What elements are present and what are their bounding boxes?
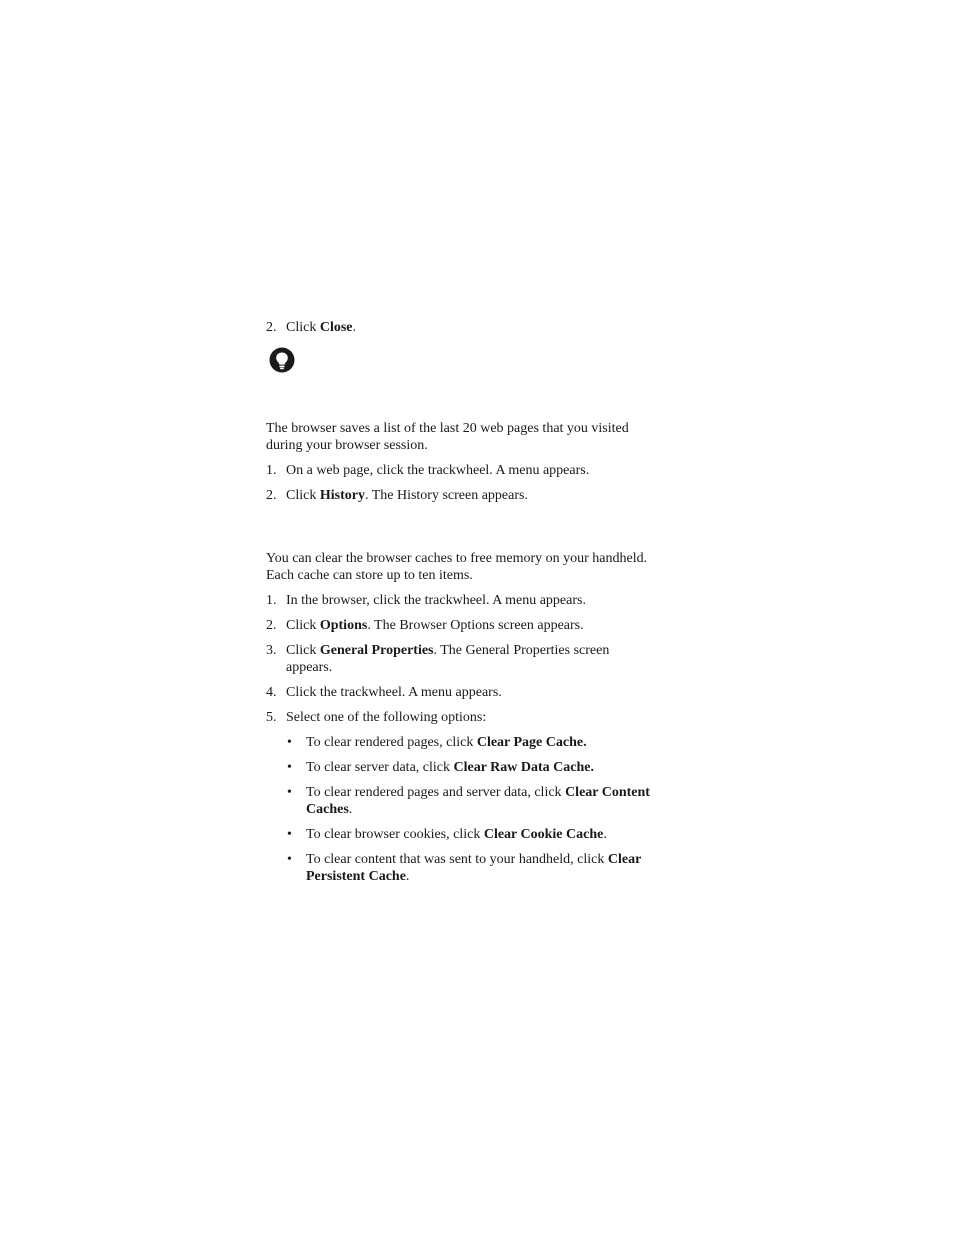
step-continuation: appears. xyxy=(286,660,333,675)
bullet-icon: • xyxy=(287,760,292,775)
ui-term: Close xyxy=(319,320,353,335)
ui-term: Clear xyxy=(607,852,642,867)
ui-term: General Properties xyxy=(319,643,434,658)
cache-intro-line-1: You can clear the browser caches to free memory on your handheld. xyxy=(266,551,648,566)
bullet-icon: • xyxy=(287,785,292,800)
step-general-properties: Click General Properties. The General Properties screen xyxy=(286,643,610,658)
step-number: 2. xyxy=(266,488,277,503)
list-item: To clear server data, click Clear Raw Data Cache. xyxy=(306,760,594,775)
step-text: Click the trackwheel. A menu appears. xyxy=(286,685,502,700)
step-number: 2. xyxy=(266,320,277,335)
step-text: On a web page, click the trackwheel. A menu appears. xyxy=(286,463,590,478)
lightbulb-tip-icon xyxy=(269,347,295,373)
step-options: Click Options. The Browser Options screen appears. xyxy=(286,618,584,633)
step-text: In the browser, click the trackwheel. A menu appears. xyxy=(286,593,586,608)
ui-term: Clear Cookie Cache xyxy=(483,827,604,842)
step-number: 4. xyxy=(266,685,277,700)
ui-term: Options xyxy=(319,618,368,633)
ui-term: Clear Page Cache. xyxy=(476,735,587,750)
step-text: Select one of the following options: xyxy=(286,710,487,725)
ui-term: Clear Content xyxy=(565,785,650,800)
bullet-icon: • xyxy=(287,852,292,867)
step-number: 1. xyxy=(266,593,277,608)
step-history: Click History. The History screen appears. xyxy=(286,488,528,503)
list-item-continuation: Persistent Cache. xyxy=(306,869,410,884)
step-close: Click Close. xyxy=(286,320,357,335)
ui-term: Caches xyxy=(306,802,349,817)
list-item: To clear rendered pages and server data, click Clear Content xyxy=(306,785,650,800)
bullet-icon: • xyxy=(287,735,292,750)
step-number: 3. xyxy=(266,643,277,658)
ui-term: Clear Raw Data Cache. xyxy=(453,760,594,775)
list-item: To clear content that was sent to your handheld, click Clear xyxy=(306,852,642,867)
list-item-continuation: Caches. xyxy=(306,802,353,817)
cache-intro-line-2: Each cache can store up to ten items. xyxy=(266,568,473,583)
ui-term: History xyxy=(319,488,365,503)
step-number: 5. xyxy=(266,710,277,725)
ui-term: Persistent Cache xyxy=(306,869,406,884)
list-item: To clear browser cookies, click Clear Cookie Cache. xyxy=(306,827,607,842)
list-item: To clear rendered pages, click Clear Page Cache. xyxy=(306,735,587,750)
bullet-icon: • xyxy=(287,827,292,842)
history-intro-line-2: during your browser session. xyxy=(266,438,428,453)
step-number: 1. xyxy=(266,463,277,478)
step-number: 2. xyxy=(266,618,277,633)
history-intro-line-1: The browser saves a list of the last 20 web pages that you visited xyxy=(266,421,629,436)
